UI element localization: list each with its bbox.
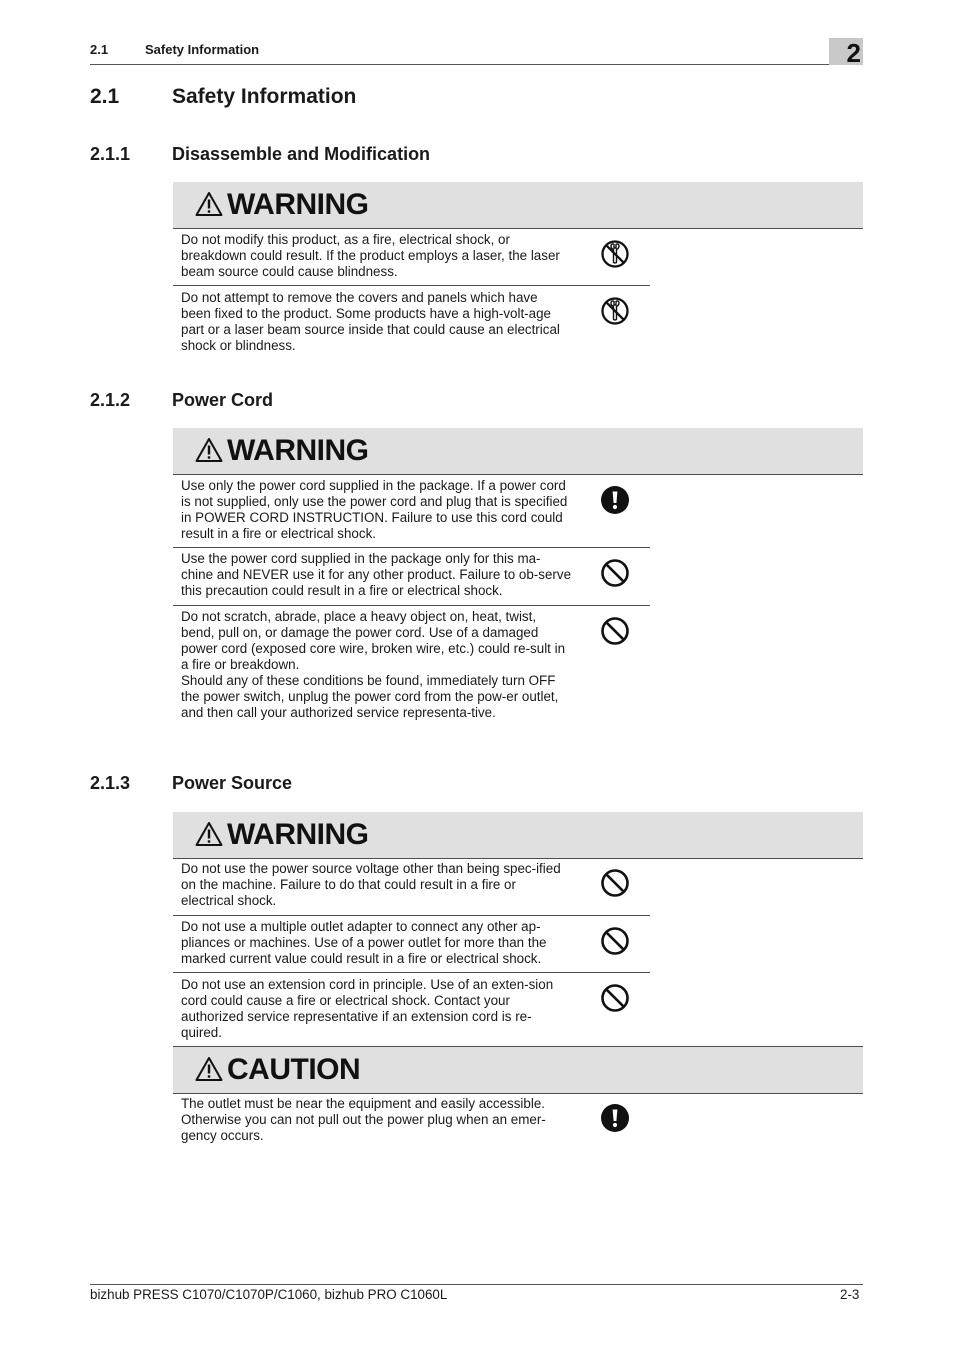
caution-row bbox=[173, 1094, 650, 1152]
subsection-number: 2.1.1 bbox=[90, 144, 131, 164]
warning-text: Do not use a multiple outlet adapter to connect any other ap-pliances or machines. Use of a power outlet for more than the marked current value could result in a fire or electrical shock. bbox=[181, 919, 547, 966]
warning-text: Do not modify this product, as a fire, electrical shock, or breakdown could result. If the product employs a laser, the laser beam source could cause blindness. bbox=[181, 232, 560, 279]
subsection-title: Disassemble and Modification bbox=[172, 144, 431, 164]
warning-text: Use only the power cord supplied in the package. If a power cord is not supplied, only use the power cord and plug that is specified in POWER CORD INSTRUCTION. Failure to use this cord could result in a fire or electrical shock. bbox=[181, 478, 568, 541]
warning-row bbox=[173, 916, 650, 973]
mandatory-action-icon bbox=[600, 485, 630, 515]
warning-row bbox=[173, 229, 650, 286]
mandatory-action-icon bbox=[600, 1103, 630, 1133]
warning-row bbox=[173, 475, 650, 548]
header-divider bbox=[90, 64, 863, 65]
running-header-title: Safety Information bbox=[145, 42, 260, 57]
warning-text: Use the power cord supplied in the package only for this ma-chine and NEVER use it for any other product. Failure to ob-serve this precaution could result in a fire or electrical shock. bbox=[181, 551, 572, 598]
warning-row bbox=[173, 973, 650, 1046]
prohibition-icon bbox=[600, 868, 630, 898]
prohibition-icon bbox=[600, 616, 630, 646]
warning-label: WARNING bbox=[227, 188, 369, 221]
warning-banner bbox=[173, 182, 863, 229]
caution-text: The outlet must be near the equipment and easily accessible. Otherwise you can not pull out the power plug when an emer-gency occurs. bbox=[181, 1096, 546, 1143]
warning-banner bbox=[173, 428, 863, 475]
subsection-number: 2.1.2 bbox=[90, 390, 131, 410]
no-disassembly-icon bbox=[600, 296, 630, 326]
section-heading-number: 2.1 bbox=[90, 85, 120, 108]
section-heading-title: Safety Information bbox=[172, 85, 357, 108]
warning-row bbox=[173, 859, 650, 916]
warning-text: Do not attempt to remove the covers and panels which have been fixed to the product. Some products have a high-volt-age part or a laser beam source inside that could cause an electrical shock or blindness. bbox=[181, 290, 560, 353]
prohibition-icon bbox=[600, 558, 630, 588]
caution-banner bbox=[173, 1046, 863, 1094]
warning-triangle-icon bbox=[195, 191, 223, 217]
warning-banner bbox=[173, 812, 863, 859]
page-number: 2-3 bbox=[840, 1287, 860, 1302]
subsection-title: Power Cord bbox=[172, 390, 274, 410]
warning-label: WARNING bbox=[227, 434, 369, 467]
warning-text-paragraph: Should any of these conditions be found, immediately turn OFF the power switch, unplug the power cord from the pow-er outlet, and then call your authorized service representa-tive. bbox=[181, 673, 559, 720]
chapter-tab bbox=[829, 38, 863, 68]
footer-divider bbox=[90, 1284, 863, 1285]
footer-product-name: bizhub PRESS C1070/C1070P/C1060, bizhub PRO C1060L bbox=[90, 1287, 448, 1302]
chapter-number: 2 bbox=[846, 38, 861, 68]
subsection-number: 2.1.3 bbox=[90, 773, 131, 793]
warning-triangle-icon bbox=[195, 437, 223, 463]
warning-text: Do not use an extension cord in principle. Use of an exten-sion cord could cause a fire or electrical shock. Contact your authorized service representative if an extension cord is re-quired. bbox=[181, 977, 554, 1040]
warning-row bbox=[173, 548, 650, 606]
warning-text-paragraph: Do not scratch, abrade, place a heavy object on, heat, twist, bend, pull on, or damage the power cord. Use of a damaged power cord (exposed core wire, broken wire, etc.) could re-sult in a fire or breakdown. bbox=[181, 609, 566, 672]
warning-text: Do not use the power source voltage other than being spec-ified on the machine. Failure to do that could result in a fire or electrical shock. bbox=[181, 861, 561, 908]
warning-label: WARNING bbox=[227, 818, 369, 851]
subsection-title: Power Source bbox=[172, 773, 293, 793]
warning-row bbox=[173, 286, 650, 360]
warning-row bbox=[173, 606, 650, 740]
warning-triangle-icon bbox=[195, 821, 223, 847]
no-disassembly-icon bbox=[600, 239, 630, 269]
caution-triangle-icon bbox=[195, 1056, 223, 1082]
running-header-section-number: 2.1 bbox=[90, 42, 109, 57]
prohibition-icon bbox=[600, 983, 630, 1013]
caution-label: CAUTION bbox=[227, 1053, 361, 1086]
prohibition-icon bbox=[600, 926, 630, 956]
warning-text bbox=[181, 609, 571, 721]
